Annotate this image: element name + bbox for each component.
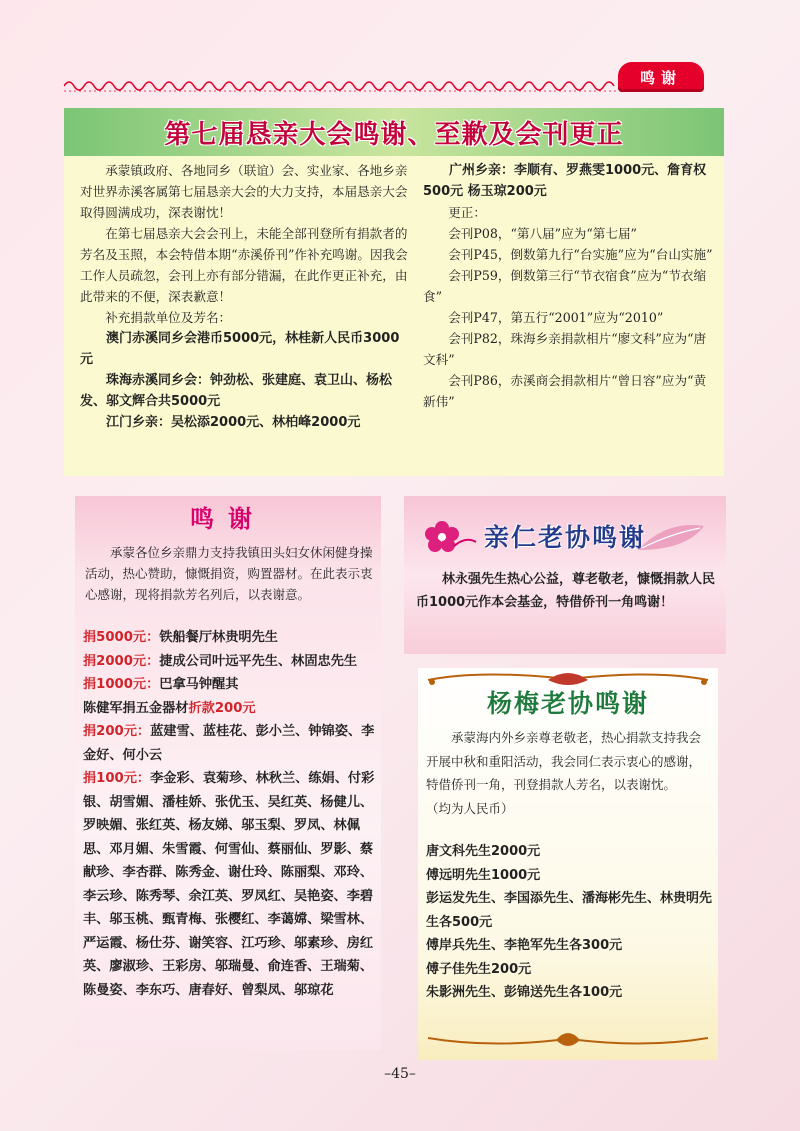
list-item: 傅子佳先生200元 <box>426 961 532 977</box>
ornament-bottom-icon <box>418 1024 718 1054</box>
corrections-label: 更正： <box>448 205 486 220</box>
amount-label: 捐100元： <box>83 771 151 786</box>
yangmei-intro: 承蒙海内外乡亲尊老敬老，热心捐款支持我会开展中秋和重阳活动，我会同仁表示衷心的感谢，特借侨刊一角，刊登捐款人芳名，以表谢忱。 <box>426 730 702 792</box>
paragraph: 承蒙镇政府、各地同乡（联谊）会、实业家、各地乡亲对世界赤溪客属第七届恳亲大会的大力支持，本届恳亲大会取得圆满成功，深表谢忱！ <box>80 163 408 220</box>
donor-names: 巴拿马钟醒其 <box>159 677 239 692</box>
qinren-title: 亲仁老协鸣谢 <box>483 523 646 552</box>
correction-item: 会刊P86，赤溪商会捐款相片“曾日容”应为“黄新伟” <box>423 373 707 409</box>
list-item <box>83 720 375 767</box>
donor-line: 江门乡亲：吴松添2000元、林柏峰2000元 <box>106 415 361 430</box>
yangmei-title: 杨梅老协鸣谢 <box>486 689 649 718</box>
donor-line: 广州乡亲：李顺有、罗燕雯1000元、詹育权500元 杨玉琼200元 <box>423 163 707 199</box>
list-item: 傅远明先生1000元 <box>426 867 541 883</box>
amount-label: 捐200元： <box>83 724 151 739</box>
correction-item: 会刊P47，第五行“2001”应为“2010” <box>448 310 664 325</box>
yangmei-unit-note: （均为人民币） <box>426 800 514 816</box>
main-left-column <box>80 160 410 433</box>
page-number: –45– <box>384 1066 416 1082</box>
amount-label: 折款200元 <box>188 700 256 716</box>
amount-label: 捐1000元： <box>83 677 160 692</box>
list-item <box>83 697 375 721</box>
donor-names: 蓝建雪、蓝桂花、彭小兰、钟锦姿、李金好、何小云 <box>83 724 375 763</box>
main-title: 第七届恳亲大会鸣谢、至歉及会刊更正 <box>64 108 724 156</box>
qinren-thanks-box <box>404 496 726 654</box>
correction-item: 会刊P59，倒数第三行“节衣宿食”应为“节衣缩食” <box>423 268 707 304</box>
list-item: 朱影洲先生、彭锦送先生各100元 <box>426 985 623 1000</box>
list-item: 彭运发先生、李国添先生、潘海彬先生、林贵明先生各500元 <box>426 891 713 930</box>
yangmei-donor-list <box>426 840 712 1005</box>
donor-names: 铁船餐厅林贵明先生 <box>159 630 278 645</box>
donor-names: 陈健军捐五金器材 <box>83 700 189 716</box>
donor-names: 捷成公司叶远平先生、林固忠先生 <box>159 653 358 669</box>
list-item <box>83 650 375 674</box>
list-item <box>83 626 375 650</box>
section-tag <box>618 62 704 92</box>
paragraph: 补充捐款单位及芳名： <box>105 310 232 325</box>
list-item <box>83 673 375 697</box>
yangmei-intro-block <box>426 726 712 820</box>
qinren-text: 林永强先生热心公益，尊老敬老，慷慨捐款人民币1000元作本会基金，特借侨刊一角鸣谢！ <box>416 572 716 610</box>
thanks-intro: 承蒙各位乡亲鼎力支持我镇田头妇女休闲健身操活动，热心赞助，慷慨捐资，购置器材。在此表示衷心感谢，现将捐款芳名列后，以表谢意。 <box>85 545 373 602</box>
list-item: 傅岸兵先生、李艳军先生各300元 <box>426 938 623 953</box>
thanks-title: 鸣谢 <box>190 504 266 533</box>
correction-item: 会刊P45，倒数第九行“台实施”应为“台山实施” <box>448 247 713 262</box>
list-item <box>83 767 375 1002</box>
correction-item: 会刊P08，“第八届”应为“第七届” <box>448 226 637 241</box>
thanks-box <box>75 496 381 1050</box>
main-right-column <box>423 160 715 412</box>
list-item: 唐文科先生2000元 <box>426 844 541 859</box>
donor-line: 澳门赤溪同乡会港币5000元，林桂新人民币3000元 <box>80 331 400 367</box>
yangmei-thanks-box <box>418 668 718 1060</box>
section-tag-label: 鸣谢 <box>639 68 682 87</box>
leaf-icon <box>636 520 706 554</box>
header-wave-rule <box>64 74 704 94</box>
amount-label: 捐2000元： <box>83 653 160 669</box>
donor-line: 珠海赤溪同乡会：钟劲松、张建庭、袁卫山、杨松发、邬文辉合共5000元 <box>80 373 393 409</box>
donor-names: 李金彩、袁菊珍、林秋兰、练娟、付彩银、胡雪媚、潘桂娇、张优玉、吴红英、杨健儿、罗映媚、张红英、杨友娣、邬玉梨、罗凤、林佩思、邓月媚、朱雪霞、何雪仙、蔡丽仙、罗影、蔡献珍、李杏群、陈秀金、谢仕玲、陈丽梨、邓玲、李云珍、陈秀琴、余江英、罗凤红、吴艳姿、李碧丰、邬玉桃、甄青梅、张樱红、李蔼嫦、梁雪林、严运霞、杨仕芬、谢笑容、江巧珍、邬素珍、房红英、廖淑珍、王彩房、邬瑞曼、俞连香、王瑞菊、陈曼姿、李东巧、唐春好、曾梨凤、邬琼花 <box>83 771 375 998</box>
paragraph: 在第七届恳亲大会会刊上，未能全部刊登所有捐款者的芳名及玉照，本会特借本期“赤溪侨刊”作补充鸣谢。因我会工作人员疏忽，会刊上亦有部分错漏，在此作更正补充，由此带来的不便，深表歉意！ <box>80 226 408 304</box>
correction-item: 会刊P82，珠海乡亲捐款相片“廖文科”应为“唐文科” <box>423 331 707 367</box>
amount-label: 捐5000元： <box>83 630 160 645</box>
thanks-donor-list <box>83 626 375 1002</box>
